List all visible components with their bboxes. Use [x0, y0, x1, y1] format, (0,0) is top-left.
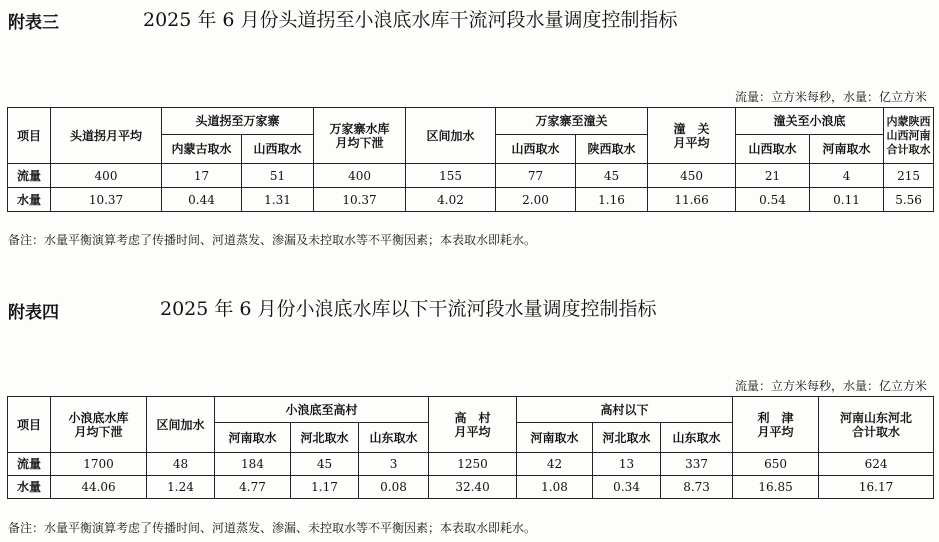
cell: 1.17 [291, 476, 359, 499]
header-shaanxi: 陕西取水 [576, 135, 648, 164]
table3 [7, 107, 934, 212]
header-line: 合计取水 [886, 142, 931, 156]
header-shandong: 山东取水 [359, 423, 429, 453]
header-line: 万家寨水库 [329, 121, 390, 136]
cell: 400 [314, 164, 406, 188]
cell: 10.37 [51, 188, 162, 212]
header-group-toudaoguai-wanjiazhai: 头道拐至万家寨 [162, 108, 314, 135]
header-neimenggu: 内蒙古取水 [162, 135, 242, 164]
header-item: 项目 [8, 108, 51, 164]
cell: 0.44 [162, 188, 242, 212]
table4-label: 附表四 [8, 303, 59, 323]
cell: 4.77 [215, 476, 291, 499]
header-total-withdrawal [819, 397, 934, 453]
cell: 16.85 [733, 476, 819, 499]
cell: 44.06 [51, 476, 147, 499]
cell: 0.34 [593, 476, 661, 499]
header-line: 小浪底水库 [68, 410, 129, 425]
cell: 400 [51, 164, 162, 188]
header-shanxi: 山西取水 [736, 135, 810, 164]
cell: 42 [517, 453, 593, 476]
header-line: 月平均 [454, 424, 491, 439]
header-toudaoguai-avg: 头道拐月平均 [51, 108, 162, 164]
header-line: 潼 关 [673, 121, 710, 136]
header-line: 山西河南 [886, 128, 931, 142]
cell: 450 [648, 164, 736, 188]
header-inflow: 区间加水 [406, 108, 496, 164]
header-line: 河南山东河北 [840, 410, 913, 425]
header-shanxi: 山西取水 [496, 135, 576, 164]
header-gaocun-avg [429, 397, 517, 453]
header-hebei: 河北取水 [593, 423, 661, 453]
table-row [8, 453, 934, 476]
cell: 215 [884, 164, 934, 188]
header-shandong: 山东取水 [661, 423, 733, 453]
table4 [7, 396, 934, 499]
header-wanjiazhai-release [314, 108, 406, 164]
header-group-wanjiazhai-tongguan: 万家寨至潼关 [496, 108, 648, 135]
header-line: 月平均 [673, 135, 710, 150]
cell: 13 [593, 453, 661, 476]
header-group-below-gaocun: 高村以下 [517, 397, 733, 423]
cell: 184 [215, 453, 291, 476]
header-inflow: 区间加水 [147, 397, 215, 453]
cell: 0.08 [359, 476, 429, 499]
cell: 0.54 [736, 188, 810, 212]
header-line: 高 村 [454, 410, 491, 425]
header-line: 月平均 [757, 424, 794, 439]
header-lijin-avg [733, 397, 819, 453]
cell: 45 [576, 164, 648, 188]
header-line: 内蒙陕西 [886, 114, 931, 128]
cell: 0.11 [810, 188, 884, 212]
header-line: 合计取水 [852, 424, 901, 439]
header-total-withdrawal [884, 108, 934, 164]
table3-label: 附表三 [8, 13, 59, 33]
header-line: 月均下泄 [74, 424, 123, 439]
cell: 45 [291, 453, 359, 476]
cell: 155 [406, 164, 496, 188]
cell: 5.56 [884, 188, 934, 212]
header-xiaolangdi-release [51, 397, 147, 453]
cell: 11.66 [648, 188, 736, 212]
cell: 10.37 [314, 188, 406, 212]
cell: 1.08 [517, 476, 593, 499]
row-label-volume: 水量 [8, 188, 51, 212]
header-line: 利 津 [757, 410, 794, 425]
cell: 624 [819, 453, 934, 476]
header-henan: 河南取水 [517, 423, 593, 453]
cell: 48 [147, 453, 215, 476]
cell: 3 [359, 453, 429, 476]
table3-footnote: 备注：水量平衡演算考虑了传播时间、河道蒸发、渗漏及未控取水等不平衡因素；本表取水即耗水。 [8, 233, 537, 247]
cell: 4 [810, 164, 884, 188]
cell: 17 [162, 164, 242, 188]
header-henan: 河南取水 [215, 423, 291, 453]
cell: 8.73 [661, 476, 733, 499]
cell: 1.16 [576, 188, 648, 212]
header-tongguan-avg [648, 108, 736, 164]
cell: 1700 [51, 453, 147, 476]
cell: 4.02 [406, 188, 496, 212]
header-shanxi: 山西取水 [242, 135, 314, 164]
table4-footnote: 备注：水量平衡演算考虑了传播时间、河道蒸发、渗漏、未控取水等不平衡因素；本表取水即耗水。 [8, 521, 537, 535]
header-item: 项目 [8, 397, 51, 453]
table3-title: 2025 年 6 月份头道拐至小浪底水库干流河段水量调度控制指标 [143, 9, 678, 31]
table-row [8, 188, 934, 212]
header-henan: 河南取水 [810, 135, 884, 164]
row-label-flow: 流量 [8, 164, 51, 188]
cell: 51 [242, 164, 314, 188]
cell: 1.24 [147, 476, 215, 499]
cell: 650 [733, 453, 819, 476]
cell: 1250 [429, 453, 517, 476]
row-label-flow: 流量 [8, 453, 51, 476]
cell: 16.17 [819, 476, 934, 499]
cell: 32.40 [429, 476, 517, 499]
cell: 1.31 [242, 188, 314, 212]
header-hebei: 河北取水 [291, 423, 359, 453]
header-line: 月均下泄 [335, 135, 384, 150]
header-group-tongguan-xiaolangdi: 潼关至小浪底 [736, 108, 884, 135]
table4-title: 2025 年 6 月份小浪底水库以下干流河段水量调度控制指标 [160, 298, 657, 320]
table-row [8, 476, 934, 499]
table3-unit-note: 流量：立方米每秒，水量：亿立方米 [734, 90, 927, 104]
cell: 77 [496, 164, 576, 188]
table4-unit-note: 流量：立方米每秒，水量：亿立方米 [734, 379, 927, 393]
table-row [8, 164, 934, 188]
cell: 337 [661, 453, 733, 476]
cell: 2.00 [496, 188, 576, 212]
header-group-xiaolangdi-gaocun: 小浪底至高村 [215, 397, 429, 423]
cell: 21 [736, 164, 810, 188]
row-label-volume: 水量 [8, 476, 51, 499]
